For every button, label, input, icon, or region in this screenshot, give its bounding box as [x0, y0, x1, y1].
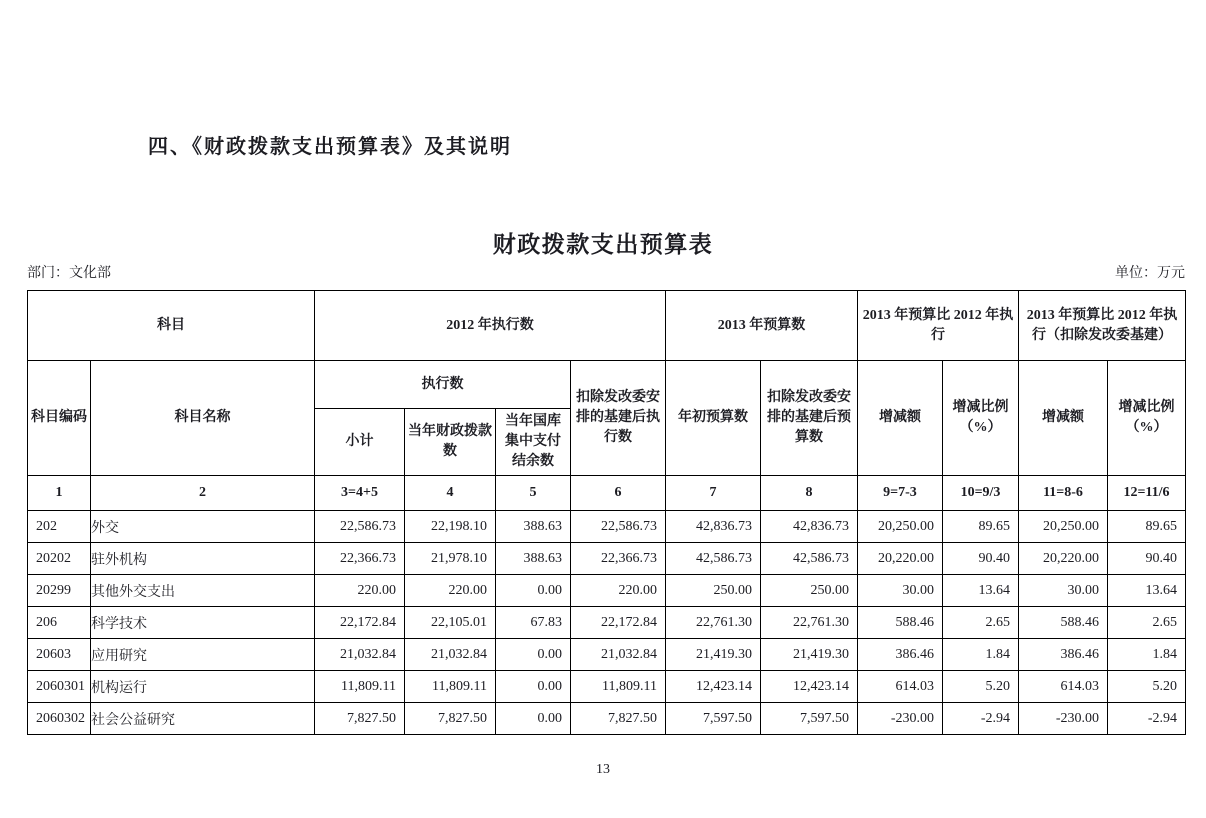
- header-subject-code: 科目编码: [28, 361, 91, 476]
- page-number: 13: [596, 762, 610, 777]
- header-row-groups: [28, 291, 1186, 361]
- header-delta-pct-1: 增减比例（%）: [943, 361, 1019, 476]
- value-cell: 250.00: [761, 575, 858, 607]
- value-cell: 42,836.73: [761, 511, 858, 543]
- col-number: 7: [666, 476, 761, 511]
- col-number: 3=4+5: [315, 476, 405, 511]
- value-cell: 22,586.73: [571, 511, 666, 543]
- value-cell: 250.00: [666, 575, 761, 607]
- value-cell: 0.00: [496, 671, 571, 703]
- col-number: 4: [405, 476, 496, 511]
- table-row: [28, 575, 1186, 607]
- value-cell: 22,366.73: [571, 543, 666, 575]
- col-number: 11=8-6: [1019, 476, 1108, 511]
- header-compare-group: 2013 年预算比 2012 年执行: [858, 291, 1019, 361]
- value-cell: 11,809.11: [405, 671, 496, 703]
- header-exec-ex-ndrc: 扣除发改委安排的基建后执行数: [571, 361, 666, 476]
- value-cell: 0.00: [496, 639, 571, 671]
- header-budget-ex-ndrc: 扣除发改委安排的基建后预算数: [761, 361, 858, 476]
- value-cell: 21,032.84: [405, 639, 496, 671]
- value-cell: 588.46: [858, 607, 943, 639]
- value-cell: -2.94: [943, 703, 1019, 735]
- header-subtotal: 小计: [315, 409, 405, 476]
- value-cell: 30.00: [1019, 575, 1108, 607]
- value-cell: 90.40: [943, 543, 1019, 575]
- value-cell: 21,032.84: [571, 639, 666, 671]
- value-cell: 388.63: [496, 511, 571, 543]
- subject-code-cell: 20603: [28, 639, 91, 671]
- value-cell: 20,250.00: [1019, 511, 1108, 543]
- value-cell: 11,809.11: [571, 671, 666, 703]
- value-cell: 21,032.84: [315, 639, 405, 671]
- header-delta-pct-2: 增减比例（%）: [1108, 361, 1186, 476]
- value-cell: 220.00: [571, 575, 666, 607]
- header-budget-2013-group: 2013 年预算数: [666, 291, 858, 361]
- col-number: 2: [91, 476, 315, 511]
- value-cell: 12,423.14: [666, 671, 761, 703]
- subject-code-cell: 20299: [28, 575, 91, 607]
- subject-code-cell: 202: [28, 511, 91, 543]
- value-cell: 386.46: [1019, 639, 1108, 671]
- header-subject-name: 科目名称: [91, 361, 315, 476]
- value-cell: 90.40: [1108, 543, 1186, 575]
- subject-code-cell: 206: [28, 607, 91, 639]
- value-cell: 2.65: [943, 607, 1019, 639]
- col-number: 9=7-3: [858, 476, 943, 511]
- value-cell: 588.46: [1019, 607, 1108, 639]
- col-number: 12=11/6: [1108, 476, 1186, 511]
- header-treasury-balance: 当年国库集中支付结余数: [496, 409, 571, 476]
- value-cell: 0.00: [496, 575, 571, 607]
- value-cell: 89.65: [943, 511, 1019, 543]
- subject-name-cell: 驻外机构: [91, 543, 315, 575]
- table-row: [28, 607, 1186, 639]
- value-cell: 42,586.73: [761, 543, 858, 575]
- header-row-sub1: [28, 361, 1186, 409]
- header-row-col-numbers: [28, 476, 1186, 511]
- value-cell: 20,250.00: [858, 511, 943, 543]
- table-row: [28, 639, 1186, 671]
- value-cell: 7,597.50: [761, 703, 858, 735]
- value-cell: 67.83: [496, 607, 571, 639]
- col-number: 1: [28, 476, 91, 511]
- header-fiscal-allocation: 当年财政拨款数: [405, 409, 496, 476]
- value-cell: 20,220.00: [858, 543, 943, 575]
- value-cell: 220.00: [405, 575, 496, 607]
- value-cell: 13.64: [1108, 575, 1186, 607]
- header-initial-budget: 年初预算数: [666, 361, 761, 476]
- subject-name-cell: 社会公益研究: [91, 703, 315, 735]
- table-row: [28, 703, 1186, 735]
- value-cell: 386.46: [858, 639, 943, 671]
- header-compare-ex-group: 2013 年预算比 2012 年执行（扣除发改委基建）: [1019, 291, 1186, 361]
- value-cell: 30.00: [858, 575, 943, 607]
- value-cell: 11,809.11: [315, 671, 405, 703]
- value-cell: 21,978.10: [405, 543, 496, 575]
- header-exec-sub-group: 执行数: [315, 361, 571, 409]
- value-cell: 614.03: [858, 671, 943, 703]
- value-cell: -230.00: [858, 703, 943, 735]
- value-cell: 89.65: [1108, 511, 1186, 543]
- value-cell: 0.00: [496, 703, 571, 735]
- col-number: 5: [496, 476, 571, 511]
- value-cell: 22,586.73: [315, 511, 405, 543]
- value-cell: 22,761.30: [761, 607, 858, 639]
- subject-code-cell: 20202: [28, 543, 91, 575]
- value-cell: 2.65: [1108, 607, 1186, 639]
- header-delta-2: 增减额: [1019, 361, 1108, 476]
- col-number: 6: [571, 476, 666, 511]
- department-label: 部门：文化部: [27, 266, 111, 281]
- subject-code-cell: 2060301: [28, 671, 91, 703]
- value-cell: 13.64: [943, 575, 1019, 607]
- value-cell: -230.00: [1019, 703, 1108, 735]
- table-row: [28, 543, 1186, 575]
- table-body: [28, 511, 1186, 735]
- value-cell: 7,827.50: [405, 703, 496, 735]
- subject-name-cell: 其他外交支出: [91, 575, 315, 607]
- subject-name-cell: 应用研究: [91, 639, 315, 671]
- header-exec-2012-group: 2012 年执行数: [315, 291, 666, 361]
- value-cell: 42,836.73: [666, 511, 761, 543]
- subject-code-cell: 2060302: [28, 703, 91, 735]
- value-cell: 22,172.84: [571, 607, 666, 639]
- value-cell: 388.63: [496, 543, 571, 575]
- header-delta-1: 增减额: [858, 361, 943, 476]
- col-number: 10=9/3: [943, 476, 1019, 511]
- value-cell: 22,198.10: [405, 511, 496, 543]
- value-cell: 5.20: [1108, 671, 1186, 703]
- value-cell: 614.03: [1019, 671, 1108, 703]
- unit-label: 单位：万元: [1115, 266, 1185, 281]
- value-cell: -2.94: [1108, 703, 1186, 735]
- table-row: [28, 511, 1186, 543]
- value-cell: 21,419.30: [761, 639, 858, 671]
- table-row: [28, 671, 1186, 703]
- table-meta-row: [27, 262, 1185, 282]
- col-number: 8: [761, 476, 858, 511]
- section-heading: 四、《财政拨款支出预算表》及其说明: [148, 136, 512, 158]
- value-cell: 22,761.30: [666, 607, 761, 639]
- budget-table: [27, 290, 1186, 735]
- value-cell: 20,220.00: [1019, 543, 1108, 575]
- subject-name-cell: 机构运行: [91, 671, 315, 703]
- value-cell: 12,423.14: [761, 671, 858, 703]
- value-cell: 5.20: [943, 671, 1019, 703]
- value-cell: 1.84: [1108, 639, 1186, 671]
- value-cell: 21,419.30: [666, 639, 761, 671]
- table-header: [28, 291, 1186, 511]
- subject-name-cell: 科学技术: [91, 607, 315, 639]
- value-cell: 22,172.84: [315, 607, 405, 639]
- value-cell: 220.00: [315, 575, 405, 607]
- value-cell: 1.84: [943, 639, 1019, 671]
- value-cell: 42,586.73: [666, 543, 761, 575]
- value-cell: 7,827.50: [315, 703, 405, 735]
- table-title: 财政拨款支出预算表: [492, 232, 714, 257]
- value-cell: 22,105.01: [405, 607, 496, 639]
- value-cell: 22,366.73: [315, 543, 405, 575]
- subject-name-cell: 外交: [91, 511, 315, 543]
- value-cell: 7,597.50: [666, 703, 761, 735]
- value-cell: 7,827.50: [571, 703, 666, 735]
- header-subject-group: 科目: [28, 291, 315, 361]
